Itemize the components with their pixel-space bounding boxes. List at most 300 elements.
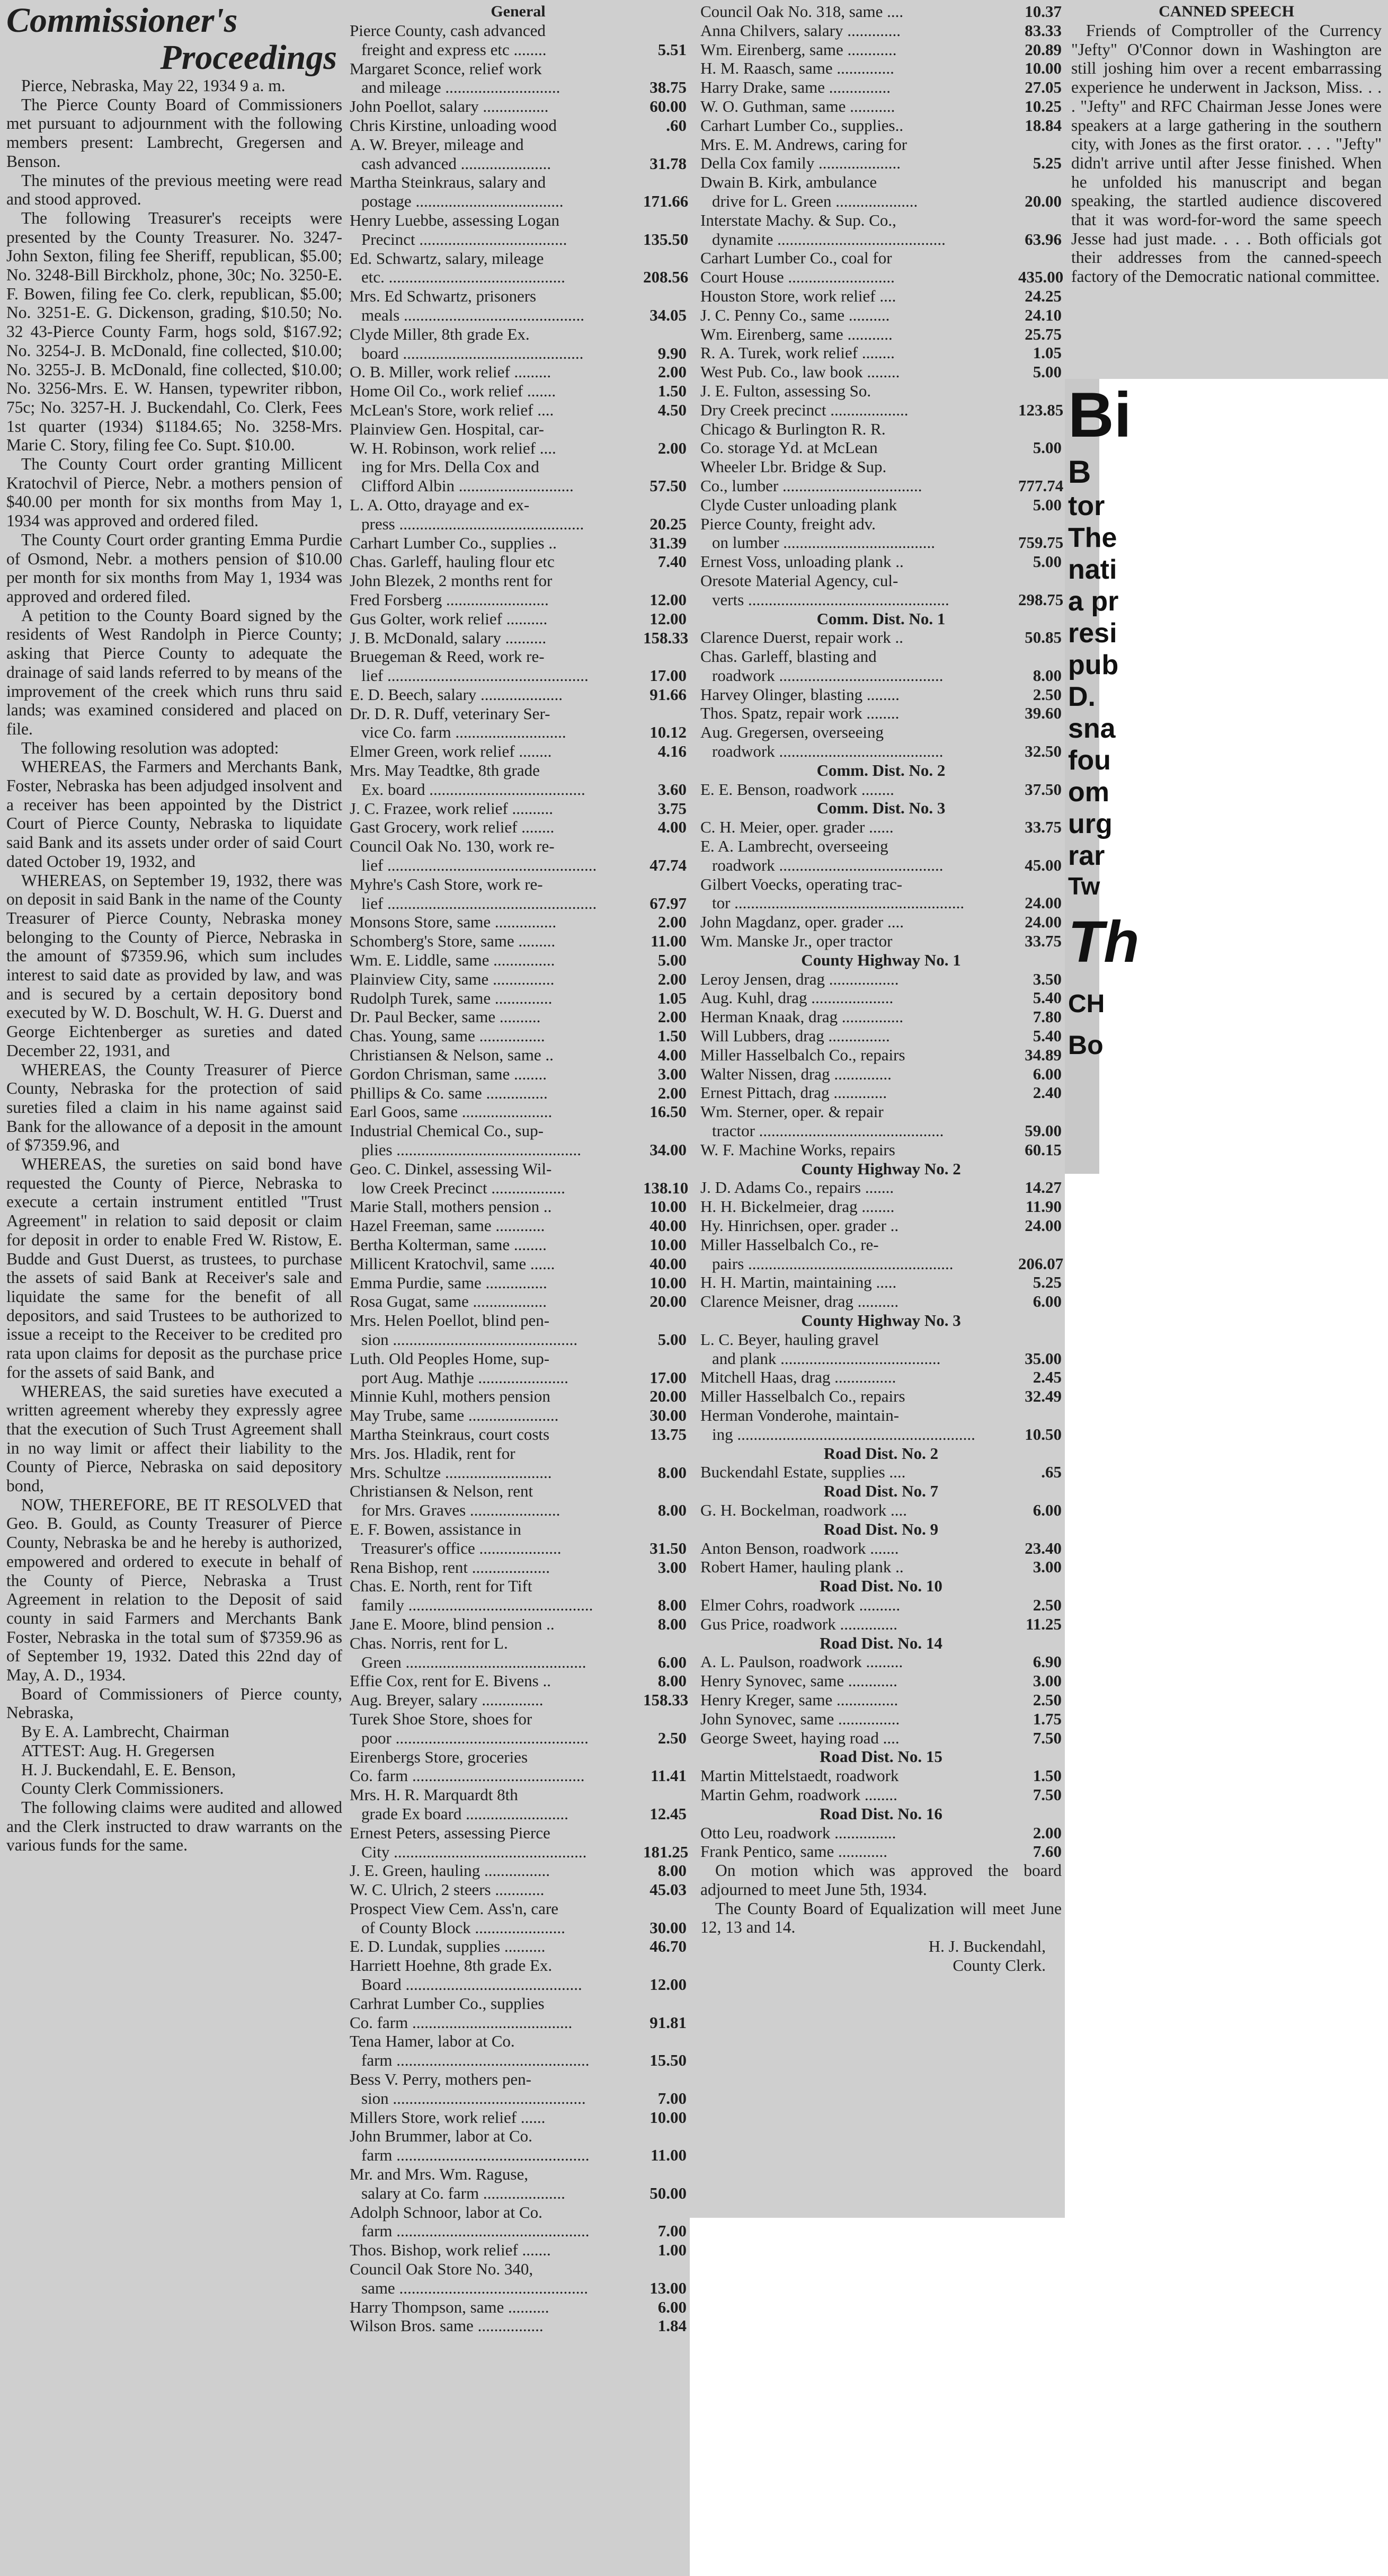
ledger-amount: 5.25 bbox=[1033, 154, 1062, 173]
ledger-name: Gus Price, roadwork .............. bbox=[700, 1614, 897, 1633]
ledger-name: Prospect View Cem. Ass'n, care bbox=[350, 1899, 559, 1918]
ledger-row bbox=[700, 780, 1062, 799]
ledger-subheading bbox=[700, 1804, 1062, 1823]
ledger-amount: 46.70 bbox=[649, 1937, 687, 1956]
ledger-row bbox=[350, 495, 687, 515]
ledger-name: Margaret Sconce, relief work bbox=[350, 59, 542, 78]
ledger-name: Buckendahl Estate, supplies .... bbox=[700, 1463, 906, 1482]
ledger-row bbox=[700, 135, 1062, 154]
ledger-row bbox=[350, 1140, 687, 1159]
ledger-name: Miller Hasselbalch Co., repairs bbox=[700, 1387, 905, 1406]
ledger-subheading bbox=[700, 609, 1062, 628]
ledger-row bbox=[700, 1406, 1062, 1425]
ledger-row bbox=[350, 534, 687, 553]
ledger-amount: 60.15 bbox=[1025, 1140, 1062, 1159]
ledger-amount: 10.12 bbox=[649, 723, 687, 742]
ledger-row bbox=[700, 78, 1062, 97]
ledger-row bbox=[700, 1425, 1062, 1444]
ledger-row bbox=[350, 951, 687, 970]
ledger-amount: 5.25 bbox=[1033, 1273, 1062, 1292]
canned-speech-column bbox=[1065, 0, 1388, 379]
ledger-amount: 7.50 bbox=[1033, 1728, 1062, 1747]
ledger-amount: 57.50 bbox=[649, 476, 687, 495]
ledger-name: and mileage ............................ bbox=[361, 78, 560, 97]
ledger-amount: 14.27 bbox=[1025, 1178, 1062, 1197]
ledger-amount: 24.25 bbox=[1025, 286, 1062, 305]
general-claims-list bbox=[350, 21, 687, 2335]
ledger-row bbox=[350, 1330, 687, 1349]
ledger-row bbox=[700, 666, 1062, 685]
ledger-name: Mrs. Jos. Hladik, rent for bbox=[350, 1444, 515, 1463]
ledger-name: Home Oil Co., work relief ....... bbox=[350, 382, 556, 401]
ledger-row bbox=[350, 344, 687, 363]
ledger-name: Ex. board ...................................... bbox=[361, 780, 585, 799]
ledger-row bbox=[700, 192, 1062, 211]
ledger-subheading bbox=[700, 1634, 1062, 1653]
ledger-name: roadwork ........................................ bbox=[712, 855, 944, 874]
ledger-amount: 158.33 bbox=[643, 1690, 689, 1710]
ledger-name: Tena Hamer, labor at Co. bbox=[350, 2032, 515, 2051]
ledger-row bbox=[350, 723, 687, 742]
ledger-row bbox=[350, 571, 687, 590]
ledger-subheading bbox=[700, 1311, 1062, 1330]
ledger-amount: 11.90 bbox=[1025, 1197, 1062, 1216]
ledger-name: Bess V. Perry, mothers pen- bbox=[350, 2070, 531, 2089]
ledger-row bbox=[350, 1084, 687, 1103]
ledger-subheading bbox=[700, 1159, 1062, 1179]
ledger-amount: 298.75 bbox=[1018, 590, 1064, 609]
ledger-name: E. A. Lambrecht, overseeing bbox=[700, 837, 888, 856]
ledger-name: lief ................................................. bbox=[361, 666, 589, 685]
ledger-row bbox=[700, 837, 1062, 856]
ledger-name: Court House .......................... bbox=[700, 268, 895, 287]
ledger-amount: 158.33 bbox=[643, 628, 689, 647]
ledger-amount: 8.00 bbox=[657, 1596, 687, 1615]
ledger-subheading bbox=[700, 799, 1062, 818]
ledger-amount: 47.74 bbox=[649, 856, 687, 875]
ledger-amount: 206.07 bbox=[1018, 1254, 1064, 1273]
ledger-row bbox=[700, 249, 1062, 268]
ledger-name: Monsons Store, same ............... bbox=[350, 913, 557, 932]
ledger-name: Harriett Hoehne, 8th grade Ex. bbox=[350, 1956, 553, 1975]
ledger-row bbox=[350, 439, 687, 458]
ledger-amount: 39.60 bbox=[1025, 704, 1062, 723]
proceedings-paragraph: WHEREAS, the said sureties have executed a written agreement whereby they expressly agree that the execution of Such Trust Agreement shall in no way limit or affect their liability to the County of Pierce, Nebraska on said depository bond, bbox=[6, 1382, 342, 1495]
ledger-name: Road Dist. No. 14 bbox=[820, 1633, 942, 1652]
ledger-amount: 8.00 bbox=[1033, 666, 1062, 685]
ledger-name: ing .......................................................... bbox=[712, 1424, 975, 1444]
ledger-name: County Highway No. 3 bbox=[801, 1311, 961, 1330]
ledger-name: George Sweet, haying road .... bbox=[700, 1728, 900, 1747]
ledger-amount: 20.00 bbox=[1025, 191, 1062, 210]
ledger-row bbox=[700, 1368, 1062, 1387]
ledger-name: H. H. Martin, maintaining ..... bbox=[700, 1273, 897, 1292]
ledger-amount: 34.89 bbox=[1025, 1045, 1062, 1064]
ledger-amount: 1.05 bbox=[1033, 343, 1062, 362]
ledger-name: Wilson Bros. same ................ bbox=[350, 2316, 544, 2335]
ledger-amount: 5.00 bbox=[1033, 362, 1062, 382]
ledger-name: Ernest Peters, assessing Pierce bbox=[350, 1823, 550, 1842]
ledger-name: John Blezek, 2 months rent for bbox=[350, 571, 553, 590]
ledger-row bbox=[700, 287, 1062, 306]
ledger-amount: 30.00 bbox=[649, 1918, 687, 1937]
ledger-name: Ernest Pittach, drag ............. bbox=[700, 1083, 887, 1102]
ledger-amount: 8.00 bbox=[657, 1671, 687, 1690]
ledger-amount: 5.00 bbox=[657, 951, 687, 970]
ledger-row bbox=[350, 1349, 687, 1368]
ledger-name: Co. farm ....................................... bbox=[350, 2013, 573, 2032]
ledger-row bbox=[350, 1975, 687, 1994]
ad-text-fragment: sna bbox=[1068, 713, 1116, 744]
ledger-row bbox=[350, 1880, 687, 1899]
ledger-row bbox=[350, 1956, 687, 1975]
ledger-name: Herman Vonderohe, maintain- bbox=[700, 1405, 900, 1424]
ledger-name: farm ............................................... bbox=[361, 2221, 590, 2241]
ledger-row bbox=[350, 230, 687, 249]
ledger-name: Frank Pentico, same ............ bbox=[700, 1842, 888, 1861]
ledger-row bbox=[700, 325, 1062, 344]
ledger-name: Eirenbergs Store, groceries bbox=[350, 1747, 528, 1766]
ledger-row bbox=[700, 1121, 1062, 1140]
ledger-amount: 2.00 bbox=[657, 969, 687, 988]
ledger-amount: 24.00 bbox=[1025, 893, 1062, 913]
ledger-name: County Highway No. 1 bbox=[801, 950, 961, 969]
ledger-row bbox=[350, 1463, 687, 1482]
ledger-row bbox=[350, 856, 687, 875]
ledger-amount: 12.45 bbox=[649, 1804, 687, 1823]
ledger-row bbox=[700, 875, 1062, 894]
ledger-name: Adolph Schnoor, labor at Co. bbox=[350, 2202, 542, 2221]
ledger-amount: 32.50 bbox=[1025, 742, 1062, 761]
ledger-row bbox=[350, 1520, 687, 1539]
ledger-amount: 20.25 bbox=[649, 514, 687, 533]
ledger-amount: 3.00 bbox=[1033, 1671, 1062, 1690]
proceedings-title-line1: Commissioner's bbox=[6, 1, 238, 40]
ledger-name: farm ............................................... bbox=[361, 2051, 590, 2070]
ledger-amount: 3.50 bbox=[1033, 969, 1062, 988]
cropped-advertisement bbox=[1065, 379, 1140, 1174]
ledger-subheading bbox=[700, 1577, 1062, 1596]
ledger-row bbox=[350, 1861, 687, 1880]
ledger-row bbox=[350, 1634, 687, 1653]
ledger-name: Council Oak No. 130, work re- bbox=[350, 837, 555, 856]
ledger-row bbox=[350, 1406, 687, 1425]
ledger-name: Thos. Spatz, repair work ........ bbox=[700, 704, 900, 723]
ledger-name: Geo. C. Dinkel, assessing Wil- bbox=[350, 1159, 552, 1178]
ledger-name: Rosa Gugat, same .................. bbox=[350, 1292, 547, 1311]
ledger-row bbox=[350, 2089, 687, 2108]
ledger-amount: 11.25 bbox=[1025, 1614, 1062, 1633]
ledger-name: Carhart Lumber Co., coal for bbox=[700, 249, 892, 268]
ledger-row bbox=[350, 2316, 687, 2335]
ledger-name: Della Cox family .................... bbox=[700, 154, 901, 173]
ledger-name: Board ........................................... bbox=[361, 1975, 582, 1994]
ledger-subheading bbox=[700, 1482, 1062, 1501]
ledger-row bbox=[700, 40, 1062, 59]
ledger-name: Chris Kirstine, unloading wood bbox=[350, 116, 557, 135]
ledger-name: press ............................................. bbox=[361, 514, 584, 533]
ledger-amount: 6.00 bbox=[657, 2297, 687, 2316]
ledger-name: Chas. Garleff, blasting and bbox=[700, 647, 877, 666]
ledger-name: H. M. Raasch, same .............. bbox=[700, 59, 894, 78]
ledger-row bbox=[350, 1102, 687, 1121]
ledger-row bbox=[350, 609, 687, 628]
ledger-name: cash advanced ...................... bbox=[361, 154, 551, 173]
ledger-name: Turek Shoe Store, shoes for bbox=[350, 1709, 532, 1728]
ledger-amount: 7.00 bbox=[657, 2221, 687, 2241]
ledger-name: Chas. Garleff, hauling flour etc bbox=[350, 552, 555, 571]
ledger-name: freight and express etc ........ bbox=[361, 40, 547, 59]
ledger-row bbox=[350, 780, 687, 799]
ledger-row bbox=[350, 1368, 687, 1387]
ledger-row bbox=[700, 1349, 1062, 1368]
ledger-row bbox=[700, 1197, 1062, 1216]
ledger-row bbox=[350, 1311, 687, 1330]
ad-text-fragment: a pr bbox=[1068, 586, 1119, 617]
ledger-row bbox=[700, 1785, 1062, 1804]
ledger-name: Earl Goos, same ...................... bbox=[350, 1102, 553, 1121]
ledger-row bbox=[350, 1026, 687, 1046]
ledger-name: Plainview City, same ............... bbox=[350, 969, 555, 988]
ledger-row bbox=[350, 1046, 687, 1065]
ledger-row bbox=[350, 647, 687, 666]
ledger-amount: 7.60 bbox=[1033, 1842, 1062, 1861]
ledger-row bbox=[700, 1273, 1062, 1292]
ledger-row bbox=[700, 1140, 1062, 1159]
ledger-name: vice Co. farm ........................... bbox=[361, 723, 566, 742]
ledger-name: Pierce County, freight adv. bbox=[700, 514, 876, 533]
ledger-amount: 5.00 bbox=[1033, 495, 1062, 514]
ledger-name: poor ............................................... bbox=[361, 1728, 589, 1747]
ledger-name: Precinct .................................... bbox=[361, 229, 567, 249]
ledger-name: E. E. Benson, roadwork ........ bbox=[700, 780, 894, 799]
ledger-name: Minnie Kuhl, mothers pension bbox=[350, 1387, 550, 1406]
ledger-row bbox=[700, 932, 1062, 951]
ledger-row bbox=[700, 590, 1062, 609]
canned-speech-heading: CANNED SPEECH bbox=[1159, 3, 1294, 20]
ledger-row bbox=[350, 1710, 687, 1729]
ledger-row bbox=[700, 495, 1062, 515]
ad-text-fragment: The bbox=[1068, 523, 1117, 553]
ledger-row bbox=[700, 1235, 1062, 1254]
proceedings-paragraph: The Pierce County Board of Commissioners met pursuant to adjournment with the following members present: Lambrecht, Gregersen and Benson. bbox=[6, 95, 342, 171]
ledger-name: low Creek Precinct .................. bbox=[361, 1178, 565, 1197]
ledger-amount: 3.60 bbox=[657, 780, 687, 799]
ledger-name: Bruegeman & Reed, work re- bbox=[350, 647, 545, 666]
ledger-row bbox=[700, 154, 1062, 173]
ledger-row bbox=[350, 2298, 687, 2317]
ledger-amount: 138.10 bbox=[643, 1178, 689, 1197]
ledger-name: E. D. Lundak, supplies .......... bbox=[350, 1937, 546, 1956]
ledger-amount: 33.75 bbox=[1025, 818, 1062, 837]
ledger-amount: 67.97 bbox=[649, 893, 687, 913]
ledger-name: Henry Kreger, same ............... bbox=[700, 1690, 898, 1709]
ledger-name: A. L. Paulson, roadwork ......... bbox=[700, 1652, 903, 1671]
ledger-row bbox=[700, 533, 1062, 552]
ledger-row bbox=[700, 1823, 1062, 1843]
ledger-name: A. W. Breyer, mileage and bbox=[350, 135, 524, 154]
ledger-name: J. E. Fulton, assessing So. bbox=[700, 381, 871, 400]
ledger-row bbox=[350, 211, 687, 230]
ledger-row bbox=[350, 515, 687, 534]
ledger-name: Harvey Olinger, blasting ........ bbox=[700, 685, 900, 704]
ledger-row bbox=[700, 628, 1062, 647]
ledger-row bbox=[350, 1615, 687, 1634]
ledger-row bbox=[700, 647, 1062, 666]
ledger-amount: 17.00 bbox=[649, 1368, 687, 1387]
ledger-amount: 7.00 bbox=[657, 2088, 687, 2108]
proceedings-paragraph: The minutes of the previous meeting were read and stood approved. bbox=[6, 171, 342, 209]
proceedings-paragraph: Pierce, Nebraska, May 22, 1934 9 a. m. bbox=[21, 76, 286, 95]
ledger-amount: 8.00 bbox=[657, 1463, 687, 1482]
ledger-name: Harry Thompson, same .......... bbox=[350, 2297, 549, 2316]
ledger-name: Wm. Eirenberg, same ............ bbox=[700, 40, 897, 59]
ledger-amount: 13.00 bbox=[649, 2278, 687, 2297]
ledger-name: Mrs. Schultze .......................... bbox=[350, 1463, 552, 1482]
ledger-name: Phillips & Co. same ............... bbox=[350, 1083, 548, 1102]
ledger-row bbox=[350, 818, 687, 837]
ledger-amount: 32.49 bbox=[1025, 1387, 1062, 1406]
ledger-row bbox=[350, 2165, 687, 2184]
ledger-row bbox=[700, 1178, 1062, 1197]
ledger-amount: 18.84 bbox=[1025, 116, 1062, 135]
ledger-row bbox=[350, 1007, 687, 1026]
ledger-row bbox=[350, 1121, 687, 1140]
ledger-name: Road Dist. No. 9 bbox=[823, 1519, 939, 1538]
ledger-name: tor ........................................................ bbox=[712, 893, 965, 913]
ad-text-fragment: rar bbox=[1068, 840, 1105, 871]
ledger-name: Luth. Old Peoples Home, sup- bbox=[350, 1349, 550, 1368]
closing-notes bbox=[700, 1861, 1062, 1937]
ledger-name: Interstate Machy. & Sup. Co., bbox=[700, 210, 896, 229]
ledger-amount: 8.00 bbox=[657, 1614, 687, 1633]
ad-text-fragment: Bo bbox=[1068, 1030, 1104, 1060]
ad-text-fragment: tor bbox=[1068, 491, 1105, 521]
ledger-name: Road Dist. No. 10 bbox=[820, 1577, 942, 1596]
ledger-amount: 6.00 bbox=[657, 1652, 687, 1671]
ledger-name: port Aug. Mathje ...................... bbox=[361, 1368, 568, 1387]
ledger-name: Anton Benson, roadwork ....... bbox=[700, 1538, 899, 1557]
ledger-row bbox=[350, 1671, 687, 1690]
ledger-amount: 777.74 bbox=[1018, 476, 1064, 495]
ledger-name: family ............................................. bbox=[361, 1596, 593, 1615]
ledger-name: Wheeler Lbr. Bridge & Sup. bbox=[700, 457, 887, 476]
ledger-row bbox=[700, 362, 1062, 382]
ledger-name: Comm. Dist. No. 3 bbox=[816, 799, 946, 818]
ledger-row bbox=[350, 173, 687, 192]
ledger-amount: 5.00 bbox=[1033, 552, 1062, 571]
ad-text-fragment: om bbox=[1068, 777, 1109, 808]
proceedings-paragraph: NOW, THEREFORE, BE IT RESOLVED that Geo. B. Gould, as County Treasurer of Pierce County, Nebraska be and he hereby is authorized, empowered and ordered to execute in behalf of the County of Pierce, Nebraska a Trust Agreement in relation to the Deposit of said county in said Farmers and Merchants Bank Foster, Nebraska in the total sum of $7359.96 as of September 19, 1932. Dated this 22nd day of May, A. D., 1934. bbox=[6, 1495, 342, 1685]
ledger-row bbox=[350, 78, 687, 97]
ledger-row bbox=[350, 2184, 687, 2203]
ledger-name: Gast Grocery, work relief ........ bbox=[350, 818, 555, 837]
ledger-name: Anna Chilvers, salary ............. bbox=[700, 21, 901, 40]
ledger-row bbox=[350, 1748, 687, 1767]
ledger-row bbox=[350, 2279, 687, 2298]
proceedings-paragraph: Board of Commissioners of Pierce county, Nebraska, bbox=[6, 1684, 342, 1722]
ledger-row bbox=[700, 59, 1062, 78]
ledger-row bbox=[350, 685, 687, 704]
ledger-row bbox=[350, 552, 687, 571]
ledger-row bbox=[350, 325, 687, 344]
ledger-row bbox=[350, 1159, 687, 1179]
claims-continued-list bbox=[700, 2, 1062, 1861]
ledger-name: West Pub. Co., law book ........ bbox=[700, 362, 900, 382]
ledger-name: R. A. Turek, work relief ........ bbox=[700, 343, 895, 362]
ledger-name: Bertha Kolterman, same ........ bbox=[350, 1235, 547, 1254]
ledger-name: Mrs. Helen Poellot, blind pen- bbox=[350, 1311, 550, 1330]
ledger-amount: 171.66 bbox=[643, 192, 689, 211]
ledger-amount: 38.75 bbox=[649, 78, 687, 97]
ledger-row bbox=[350, 249, 687, 268]
ledger-amount: .65 bbox=[1041, 1463, 1062, 1482]
ledger-row bbox=[700, 1254, 1062, 1273]
ad-text-fragment: Tw bbox=[1068, 872, 1100, 900]
ledger-amount: 1.05 bbox=[657, 988, 687, 1007]
ledger-amount: 37.50 bbox=[1025, 780, 1062, 799]
ledger-amount: 16.50 bbox=[649, 1102, 687, 1121]
ledger-amount: 31.78 bbox=[649, 154, 687, 173]
ledger-amount: 208.56 bbox=[643, 268, 689, 287]
ledger-name: May Trube, same ...................... bbox=[350, 1406, 559, 1425]
ledger-row bbox=[700, 1065, 1062, 1084]
ledger-row bbox=[700, 457, 1062, 476]
ledger-amount: 5.40 bbox=[1033, 1026, 1062, 1046]
ledger-amount: 5.51 bbox=[657, 40, 687, 59]
ledger-row bbox=[350, 21, 687, 40]
ledger-row bbox=[350, 1899, 687, 1918]
ledger-amount: 10.37 bbox=[1025, 2, 1062, 21]
ledger-name: Miller Hasselbalch Co., re- bbox=[700, 1235, 879, 1254]
ledger-name: Co. farm .......................................... bbox=[350, 1766, 585, 1785]
ledger-amount: 20.00 bbox=[649, 1292, 687, 1311]
ledger-row bbox=[700, 1652, 1062, 1671]
ledger-amount: 3.00 bbox=[657, 1557, 687, 1577]
proceedings-paragraph: By E. A. Lambrecht, Chairman bbox=[21, 1722, 229, 1741]
ledger-row bbox=[350, 1065, 687, 1084]
ledger-name: Aug. Breyer, salary ............... bbox=[350, 1690, 544, 1710]
ledger-row bbox=[350, 116, 687, 135]
ledger-amount: 135.50 bbox=[643, 229, 689, 249]
ledger-name: Martin Gehm, roadwork ........ bbox=[700, 1785, 897, 1804]
ledger-name: Dr. Paul Becker, same .......... bbox=[350, 1007, 541, 1026]
ledger-amount: 23.40 bbox=[1025, 1538, 1062, 1557]
ledger-row bbox=[350, 837, 687, 856]
ledger-name: Hazel Freeman, same ............ bbox=[350, 1216, 545, 1235]
ledger-name: Rudolph Turek, same .............. bbox=[350, 988, 553, 1007]
ledger-row bbox=[700, 211, 1062, 230]
ledger-name: Houston Store, work relief .... bbox=[700, 286, 896, 305]
proceedings-title-line2: Proceedings bbox=[160, 38, 337, 77]
ledger-amount: 3.00 bbox=[657, 1064, 687, 1083]
ledger-name: Schomberg's Store, same ......... bbox=[350, 932, 556, 951]
ledger-name: Oresote Material Agency, cul- bbox=[700, 571, 898, 590]
ledger-subheading bbox=[700, 951, 1062, 970]
ledger-row bbox=[350, 894, 687, 913]
ledger-row bbox=[700, 2, 1062, 21]
ledger-row bbox=[700, 476, 1062, 495]
ledger-name: Henry Synovec, same ............ bbox=[700, 1671, 897, 1690]
ledger-name: Mrs. H. R. Marquardt 8th bbox=[350, 1785, 518, 1804]
ledger-amount: 20.89 bbox=[1025, 40, 1062, 59]
ledger-row bbox=[700, 438, 1062, 457]
ledger-name: Road Dist. No. 2 bbox=[823, 1444, 939, 1463]
ledger-row bbox=[350, 1729, 687, 1748]
ledger-name: Effie Cox, rent for E. Bivens .. bbox=[350, 1671, 551, 1690]
ledger-row bbox=[350, 2051, 687, 2070]
ledger-amount: 2.00 bbox=[657, 362, 687, 382]
